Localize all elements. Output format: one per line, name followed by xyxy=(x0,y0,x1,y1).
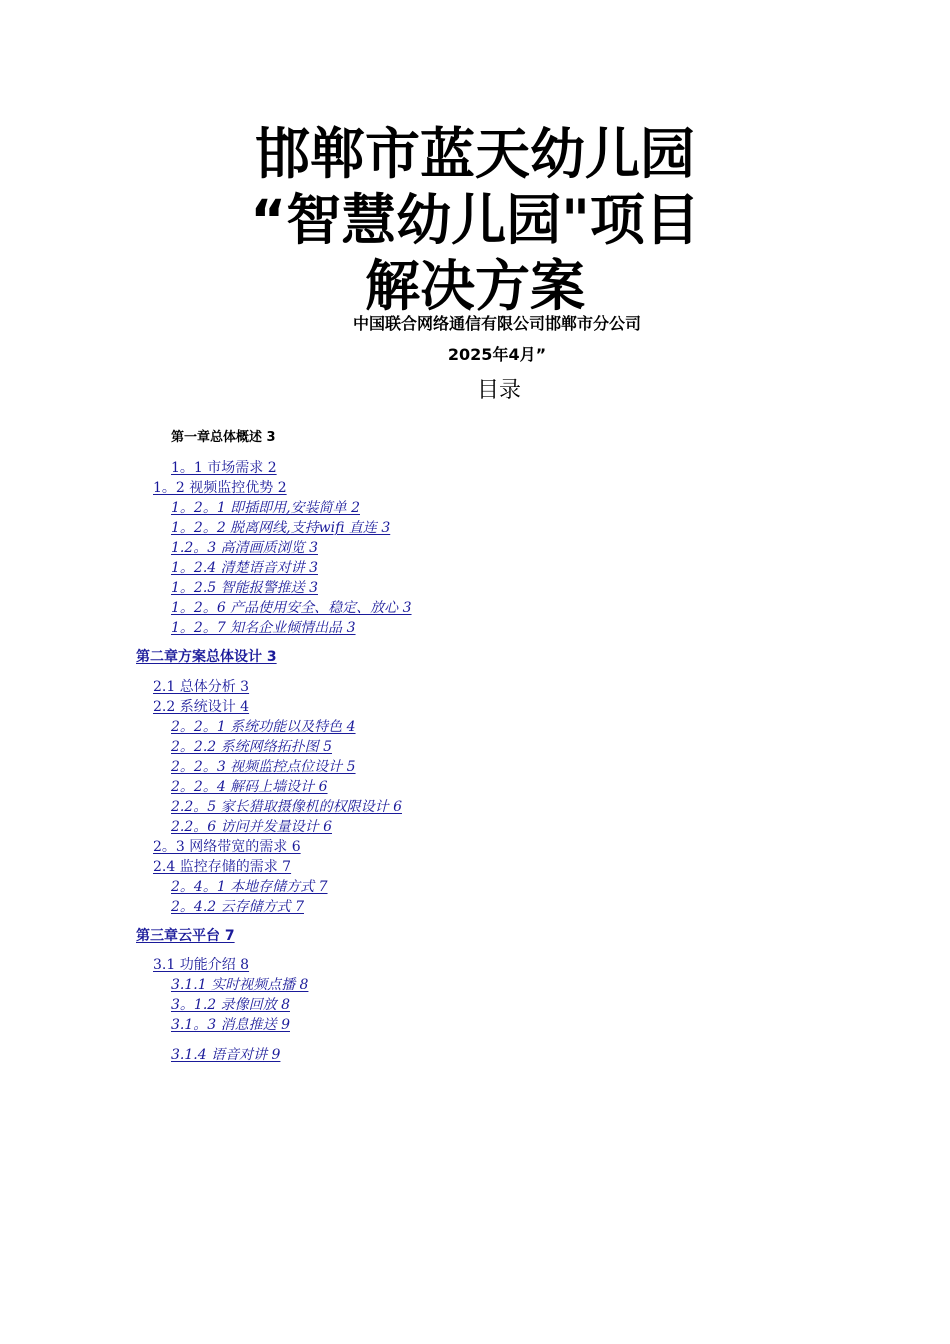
document-title-line-1: 邯郸市蓝天幼儿园 xyxy=(254,122,695,186)
toc-entry-1-2-7[interactable]: 1。2。7 知名企业倾情出品 3 xyxy=(171,620,356,636)
toc-entry-2-2-1[interactable]: 2。2。1 系统功能以及特色 4 xyxy=(171,719,356,735)
toc-entry-1-2-5[interactable]: 1。2.5 智能报警推送 3 xyxy=(171,580,318,596)
toc-entry-3-1-2[interactable]: 3。1.2 录像回放 8 xyxy=(171,997,290,1013)
toc-entry-2-2[interactable]: 2.2 系统设计 4 xyxy=(153,699,250,715)
toc-entry-2-3[interactable]: 2。3 网络带宽的需求 6 xyxy=(153,839,301,855)
toc-entry-1-1[interactable]: 1。1 市场需求 2 xyxy=(171,460,277,476)
toc-entry-3-1[interactable]: 3.1 功能介绍 8 xyxy=(153,957,250,973)
toc-entry-1-2-4[interactable]: 1。2.4 清楚语音对讲 3 xyxy=(171,560,318,576)
toc-entry-chapter-3[interactable]: 第三章云平台 7 xyxy=(136,928,235,944)
toc-entry-2-2-2[interactable]: 2。2.2 系统网络拓扑图 5 xyxy=(171,739,332,755)
document-date: 2025年4月” xyxy=(447,345,547,364)
toc-entry-chapter-2[interactable]: 第二章方案总体设计 3 xyxy=(136,649,277,665)
toc-entry-3-1-3[interactable]: 3.1。3 消息推送 9 xyxy=(171,1017,290,1033)
toc-heading: 目录 xyxy=(476,378,521,403)
toc-entry-2-2-5[interactable]: 2.2。5 家长猎取摄像机的权限设计 6 xyxy=(171,799,402,815)
toc-entry-1-2[interactable]: 1。2 视频监控优势 2 xyxy=(153,480,287,496)
toc-entry-2-4-1[interactable]: 2。4。1 本地存储方式 7 xyxy=(171,879,328,895)
document-title-line-2: “智慧幼儿园"项目 xyxy=(250,188,700,252)
toc-entry-chapter-1[interactable]: 第一章总体概述 3 xyxy=(171,430,276,445)
toc-entry-2-1[interactable]: 2.1 总体分析 3 xyxy=(153,679,250,695)
company-name: 中国联合网络通信有限公司邯郸市分公司 xyxy=(352,314,641,333)
toc-entry-2-2-4[interactable]: 2。2。4 解码上墙设计 6 xyxy=(171,779,328,795)
toc-entry-1-2-1[interactable]: 1。2。1 即插即用,安装简单 2 xyxy=(171,500,360,516)
toc-entry-1-2-2[interactable]: 1。2。2 脱离网线,支持wifi 直连 3 xyxy=(171,520,391,536)
toc-entry-1-2-3[interactable]: 1.2。3 高清画质浏览 3 xyxy=(171,540,318,556)
toc-entry-2-4-2[interactable]: 2。4.2 云存储方式 7 xyxy=(171,899,304,915)
toc-entry-2-4[interactable]: 2.4 监控存储的需求 7 xyxy=(153,859,292,875)
toc-entry-2-2-6[interactable]: 2.2。6 访问并发量设计 6 xyxy=(171,819,332,835)
toc-entry-3-1-1[interactable]: 3.1.1 实时视频点播 8 xyxy=(171,977,309,993)
toc-entry-3-1-4[interactable]: 3.1.4 语音对讲 9 xyxy=(171,1047,281,1063)
document-title-line-3: 解决方案 xyxy=(364,254,585,318)
toc-entry-2-2-3[interactable]: 2。2。3 视频监控点位设计 5 xyxy=(171,759,356,775)
toc-entry-1-2-6[interactable]: 1。2。6 产品使用安全、稳定、放心 3 xyxy=(171,600,412,616)
